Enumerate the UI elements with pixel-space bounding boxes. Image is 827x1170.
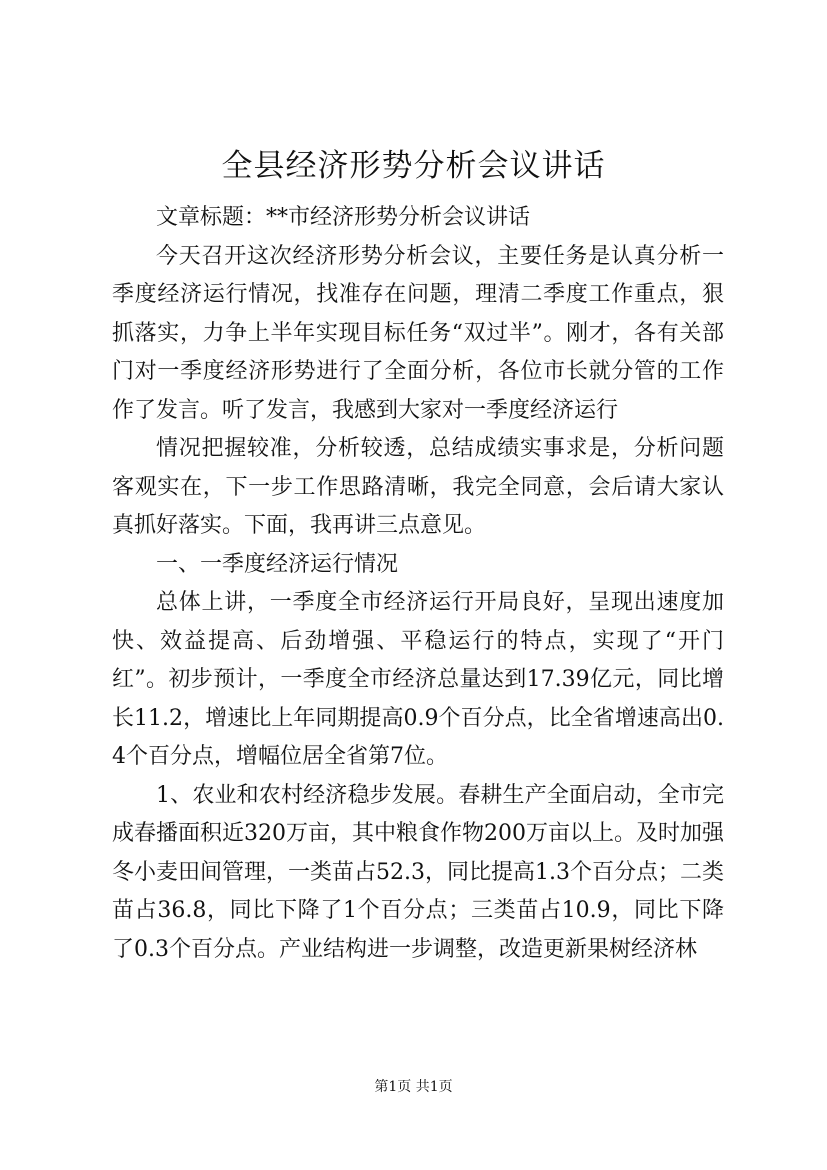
paragraph-overview: 总体上讲，一季度全市经济运行开局良好，呈现出速度加快、效益提高、后劲增强、平稳运行的特点，实现了“开门红”。初步预计，一季度全市经济总量达到17.39亿元，同比增长11.2，增速比上年同期提高0.9个百分点，比全省增速高出0.4个百分点，增幅位居全省第7位。 (112, 590, 724, 769)
document-body (112, 199, 724, 969)
paragraph-agriculture: 1、农业和农村经济稳步发展。春耕生产全面启动，全市完成春播面积近320万亩，其中粮食作物200万亩以上。及时加强冬小麦田间管理，一类苗占52.3，同比提高1.3个百分点；二类苗占36.8，同比下降了1个百分点；三类苗占10.9，同比下降了0.3个百分点。产业结构进一步调整，改造更新果树经济林 (112, 782, 724, 962)
section-heading: 一、一季度经济运行情况 (156, 551, 399, 577)
article-title-line: 文章标题：**市经济形势分析会议讲话 (156, 205, 531, 230)
document-title: 全县经济形势分析会议讲话 (221, 148, 606, 184)
page-footer: 第1页 共1页 (374, 1079, 453, 1095)
paragraph-intro-continued: 情况把握较准，分析较透，总结成绩实事求是，分析问题客观实在，下一步工作思路清晰，我完全同意，会后请大家认真抓好落实。下面，我再讲三点意见。 (112, 436, 724, 538)
paragraph-intro: 今天召开这次经济形势分析会议，主要任务是认真分析一季度经济运行情况，找准存在问题，理清二季度工作重点，狠抓落实，力争上半年实现目标任务“双过半”。刚才，各有关部门对一季度经济形势进行了全面分析，各位市长就分管的工作作了发言。听了发言，我感到大家对一季度经济运行 (112, 243, 724, 423)
